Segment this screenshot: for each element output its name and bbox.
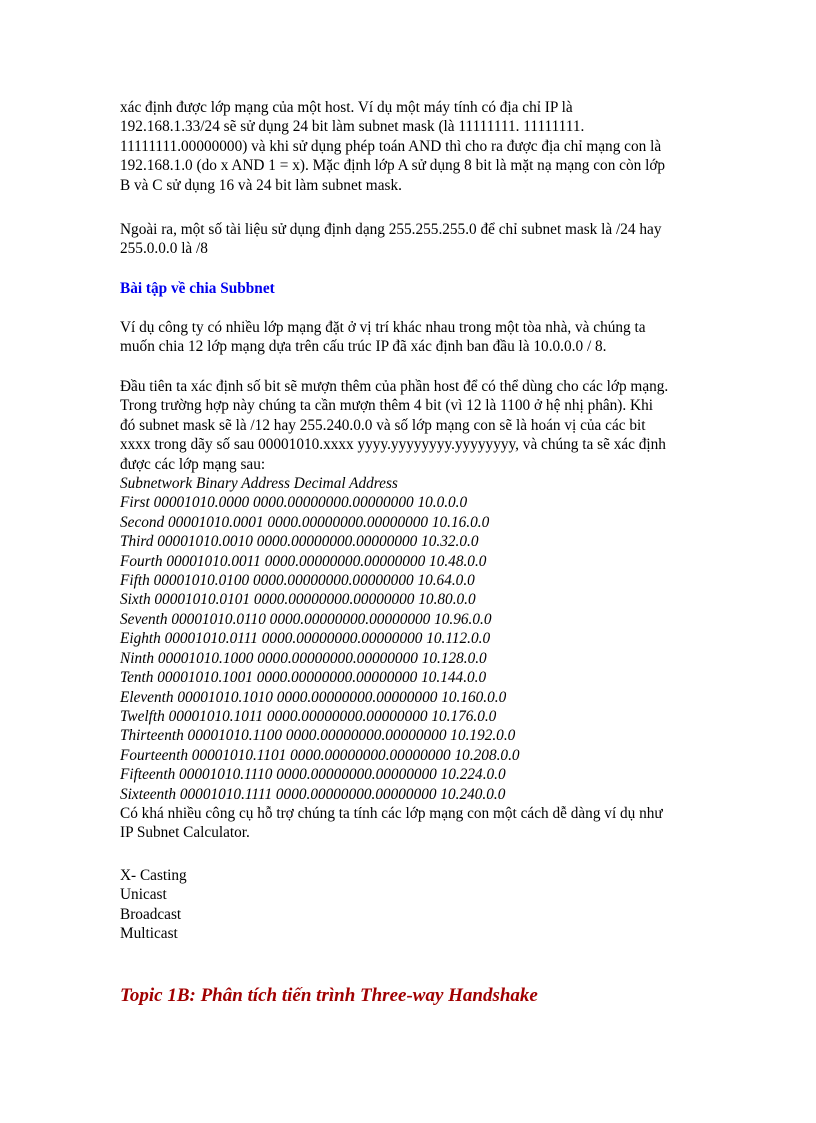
subnet-row: Second 00001010.0001 0000.00000000.00000000 10.16.0.0: [120, 513, 490, 531]
borrow-line: được các lớp mạng sau:: [120, 455, 266, 473]
borrow-line: xxxx trong dãy số sau 00001010.xxxx yyyy.yyyyyyyy.yyyyyyyy, và chúng ta sẽ xác định: [120, 436, 666, 454]
intro-line: 192.168.1.0 (do x AND 1 = x). Mặc định lớp A sử dụng 8 bit là mặt nạ mạng con còn lớp: [120, 157, 666, 175]
intro-line: 11111111.00000000) và khi sử dụng phép toán AND thì cho ra được địa chỉ mạng con là: [120, 137, 662, 155]
casting-item: Broadcast: [120, 905, 182, 923]
example-paragraph: [120, 318, 720, 357]
subnet-row: Sixth 00001010.0101 0000.00000000.00000000 10.80.0.0: [120, 591, 476, 609]
format-line: Ngoài ra, một số tài liệu sử dụng định dạng 255.255.255.0 để chỉ subnet mask là /24 hay: [120, 221, 662, 238]
subnet-row: Fifteenth 00001010.1110 0000.00000000.00000000 10.224.0.0: [120, 766, 506, 784]
subnet-row: Eighth 00001010.0111 0000.00000000.00000000 10.112.0.0: [120, 630, 491, 648]
casting-item: Unicast: [120, 886, 167, 904]
format-paragraph: [120, 220, 720, 259]
intro-line: B và C sử dụng 16 và 24 bit làm subnet mask.: [120, 176, 402, 194]
borrow-line: Đầu tiên ta xác định số bit sẽ mượn thêm của phần host để có thể dùng cho các lớp mạng.: [120, 378, 669, 395]
subnet-row: Fourteenth 00001010.1101 0000.00000000.00000000 10.208.0.0: [120, 746, 520, 764]
tool-line: Có khá nhiều công cụ hỗ trợ chúng ta tính các lớp mạng con một cách dễ dàng ví dụ như: [120, 804, 663, 822]
borrow-line: đó subnet mask sẽ là /12 hay 255.240.0.0 và số lớp mạng con sẽ là hoán vị của các bit: [120, 416, 646, 434]
example-line: muốn chia 12 lớp mạng dựa trên cấu trúc IP đã xác định ban đầu là 10.0.0.0 / 8.: [120, 338, 607, 356]
subnet-row: Eleventh 00001010.1010 0000.00000000.00000000 10.160.0.0: [120, 688, 507, 706]
exercise-heading: Bài tập về chia Subbnet: [120, 280, 275, 297]
borrow-line: Trong trường hợp này chúng ta cần mượn thêm 4 bit (vì 12 là 1100 ở hệ nhị phân). Khi: [120, 397, 653, 415]
example-line: Ví dụ công ty có nhiều lớp mạng đặt ở vị trí khác nhau trong một tòa nhà, và chúng ta: [120, 319, 646, 336]
casting-item: X- Casting: [120, 867, 187, 884]
subnet-row: First 00001010.0000 0000.00000000.00000000 10.0.0.0: [120, 494, 468, 512]
tool-line: IP Subnet Calculator.: [120, 824, 250, 842]
intro-paragraph: [120, 98, 720, 195]
intro-line: xác định được lớp mạng của một host. Ví dụ một máy tính có địa chỉ IP là: [120, 99, 573, 116]
subnet-row: Tenth 00001010.1001 0000.00000000.00000000 10.144.0.0: [120, 669, 487, 687]
subnet-row: Seventh 00001010.0110 0000.00000000.00000000 10.96.0.0: [120, 610, 492, 628]
subnet-row: Fifth 00001010.0100 0000.00000000.00000000 10.64.0.0: [120, 572, 475, 590]
casting-item: Multicast: [120, 925, 178, 943]
subnet-row: Ninth 00001010.1000 0000.00000000.00000000 10.128.0.0: [120, 649, 487, 667]
borrow-paragraph: [120, 377, 720, 843]
topic-heading: Topic 1B: Phân tích tiến trình Three-way Handshake: [120, 985, 538, 1006]
casting-list: [120, 866, 720, 944]
subnet-row: Fourth 00001010.0011 0000.00000000.00000000 10.48.0.0: [120, 552, 487, 570]
intro-line: 192.168.1.33/24 sẽ sử dụng 24 bit làm subnet mask (là 11111111. 11111111.: [120, 118, 585, 136]
subnet-row: Thirteenth 00001010.1100 0000.00000000.00000000 10.192.0.0: [120, 727, 516, 745]
subnet-row: Sixteenth 00001010.1111 0000.00000000.00000000 10.240.0.0: [120, 785, 506, 803]
subnet-table-header: Subnetwork Binary Address Decimal Address: [120, 475, 398, 493]
subnet-row: Twelfth 00001010.1011 0000.00000000.00000000 10.176.0.0: [120, 707, 497, 725]
format-line: 255.0.0.0 là /8: [120, 240, 208, 258]
subnet-row: Third 00001010.0010 0000.00000000.00000000 10.32.0.0: [120, 533, 479, 551]
